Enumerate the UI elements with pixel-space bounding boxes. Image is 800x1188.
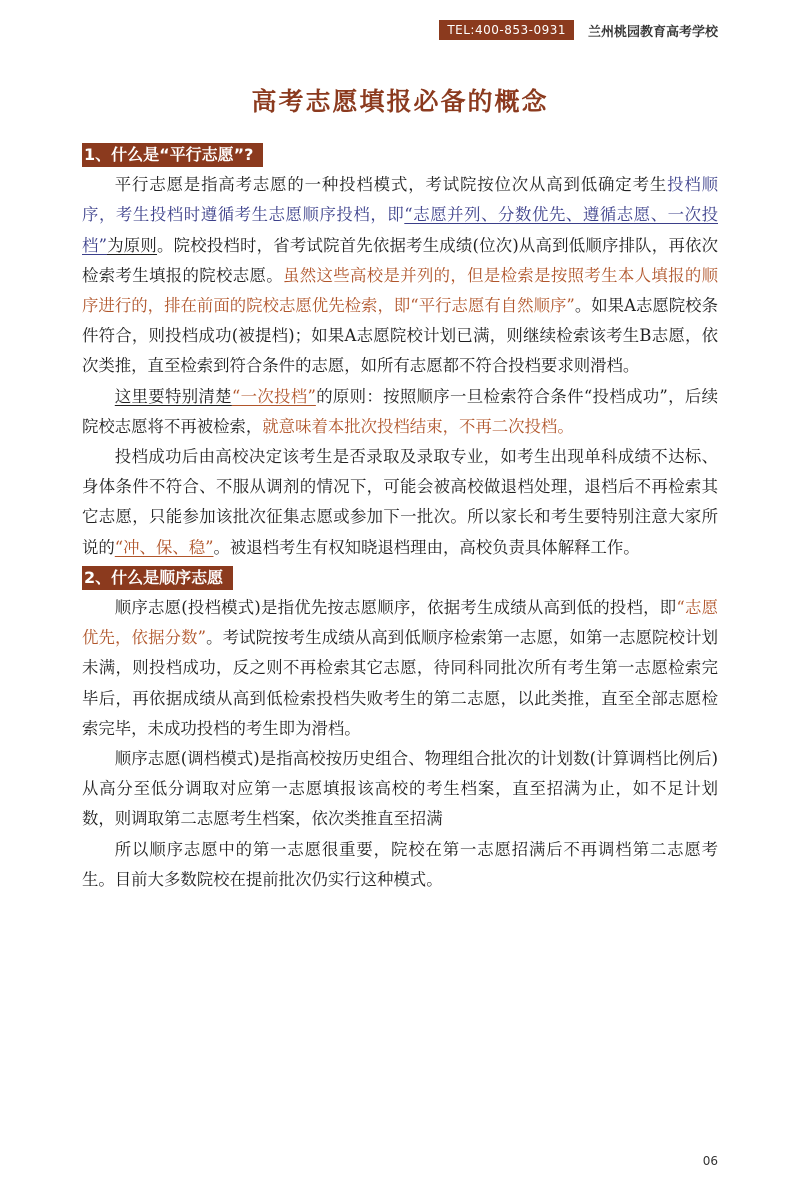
section-2-paragraph-3: 所以顺序志愿中的第一志愿很重要，院校在第一志愿招满后不再调档第二志愿考生。目前大多数院校在提前批次仍实行这种模式。 <box>82 839 718 889</box>
highlight-brown-underlined: “冲、保、稳” <box>114 537 214 557</box>
highlight-brown: “志愿优先，依据分数” <box>82 598 718 648</box>
highlight-brown: 就意味着本批次投档结束，不再二次投档。 <box>262 416 574 436</box>
text-run: 投档成功后由高校决定该考生是否录取及录取专业，如考生出现单科成绩不达标、身体条件不符合、不服从调剂的情况下，可能会被高校做退档处理，退档后不再检索其它志愿，只能参加该批次征集志愿或参加下一批次。所以家长和考生要特别注意大家所说的 <box>82 447 718 557</box>
highlight-blue: 投档顺序，考生投档时遵循考生志愿顺序投档，即 <box>82 175 719 225</box>
phone-badge: TEL:400-853-0931 <box>439 20 574 40</box>
article-body <box>82 140 718 895</box>
section-1-paragraph-2 <box>82 382 718 442</box>
highlight-blue-underlined: “志愿并列、分数优先、遵循志愿、一次投档” <box>82 205 718 255</box>
text-run: 顺序志愿(投档模式)是指优先按志愿顺序，依据考生成绩从高到低的投档，即 <box>114 598 677 618</box>
section-1-paragraph-1 <box>82 170 718 381</box>
section-2-paragraph-2: 顺序志愿(调档模式)是指高校按历史组合、物理组合批次的计划数(计算调档比例后)从高分至低分调取对应第一志愿填报该高校的考生档案，直至招满为止，如不足计划数，则调取第二志愿考生档案，依次类推直至招满 <box>82 749 718 829</box>
text-run: 的原则：按照顺序一旦检索符合条件“投档成功”，后续院校志愿将不再被检索， <box>82 386 718 436</box>
text-run: 。被退档考生有权知晓退档理由，高校负责具体解释工作。 <box>213 537 640 557</box>
underlined-text: 为原则 <box>106 235 158 255</box>
section-2-paragraph-1 <box>82 593 718 744</box>
section-1-paragraph-3 <box>82 442 718 563</box>
school-name: 兰州桃园教育高考学校 <box>587 24 718 40</box>
underlined-text: 这里要特别清楚 <box>114 386 232 406</box>
section-1-heading: 1、什么是“平行志愿”? <box>82 143 263 167</box>
highlight-brown-underlined: “一次投档” <box>231 386 316 406</box>
text-run: 。如果A志愿院校条件符合，则投档成功(被提档)；如果A志愿院校计划已满，则继续检索该考生B志愿，依次类推，直至检索到符合条件的志愿，如所有志愿都不符合投档要求则滑档。 <box>82 296 718 376</box>
highlight-brown: 虽然这些高校是并列的，但是检索是按照考生本人填报的顺序进行的，排在前面的院校志愿优先检索，即“平行志愿有自然顺序” <box>82 265 719 316</box>
page-number: 06 <box>702 1154 718 1168</box>
text-run: 。院校投档时，省考试院首先依据考生成绩(位次)从高到低顺序排队，再依次检索考生填报的院校志愿。 <box>82 235 718 285</box>
page-title: 高考志愿填报必备的概念 <box>251 87 549 116</box>
text-run: 平行志愿是指高考志愿的一种投档模式，考试院按位次从高到低确定考生 <box>114 175 668 195</box>
section-2-heading: 2、什么是顺序志愿 <box>82 566 233 590</box>
text-run: 。考试院按考生成绩从高到低顺序检索第一志愿，如第一志愿院校计划未满，则投档成功，反之则不再检索其它志愿，待同科同批次所有考生第一志愿检索完毕后，再依据成绩从高到低检索投档失败考生的第二志愿，以此类推，直至全部志愿检索完毕，未成功投档的考生即为滑档。 <box>82 628 718 738</box>
page-header <box>439 20 718 40</box>
